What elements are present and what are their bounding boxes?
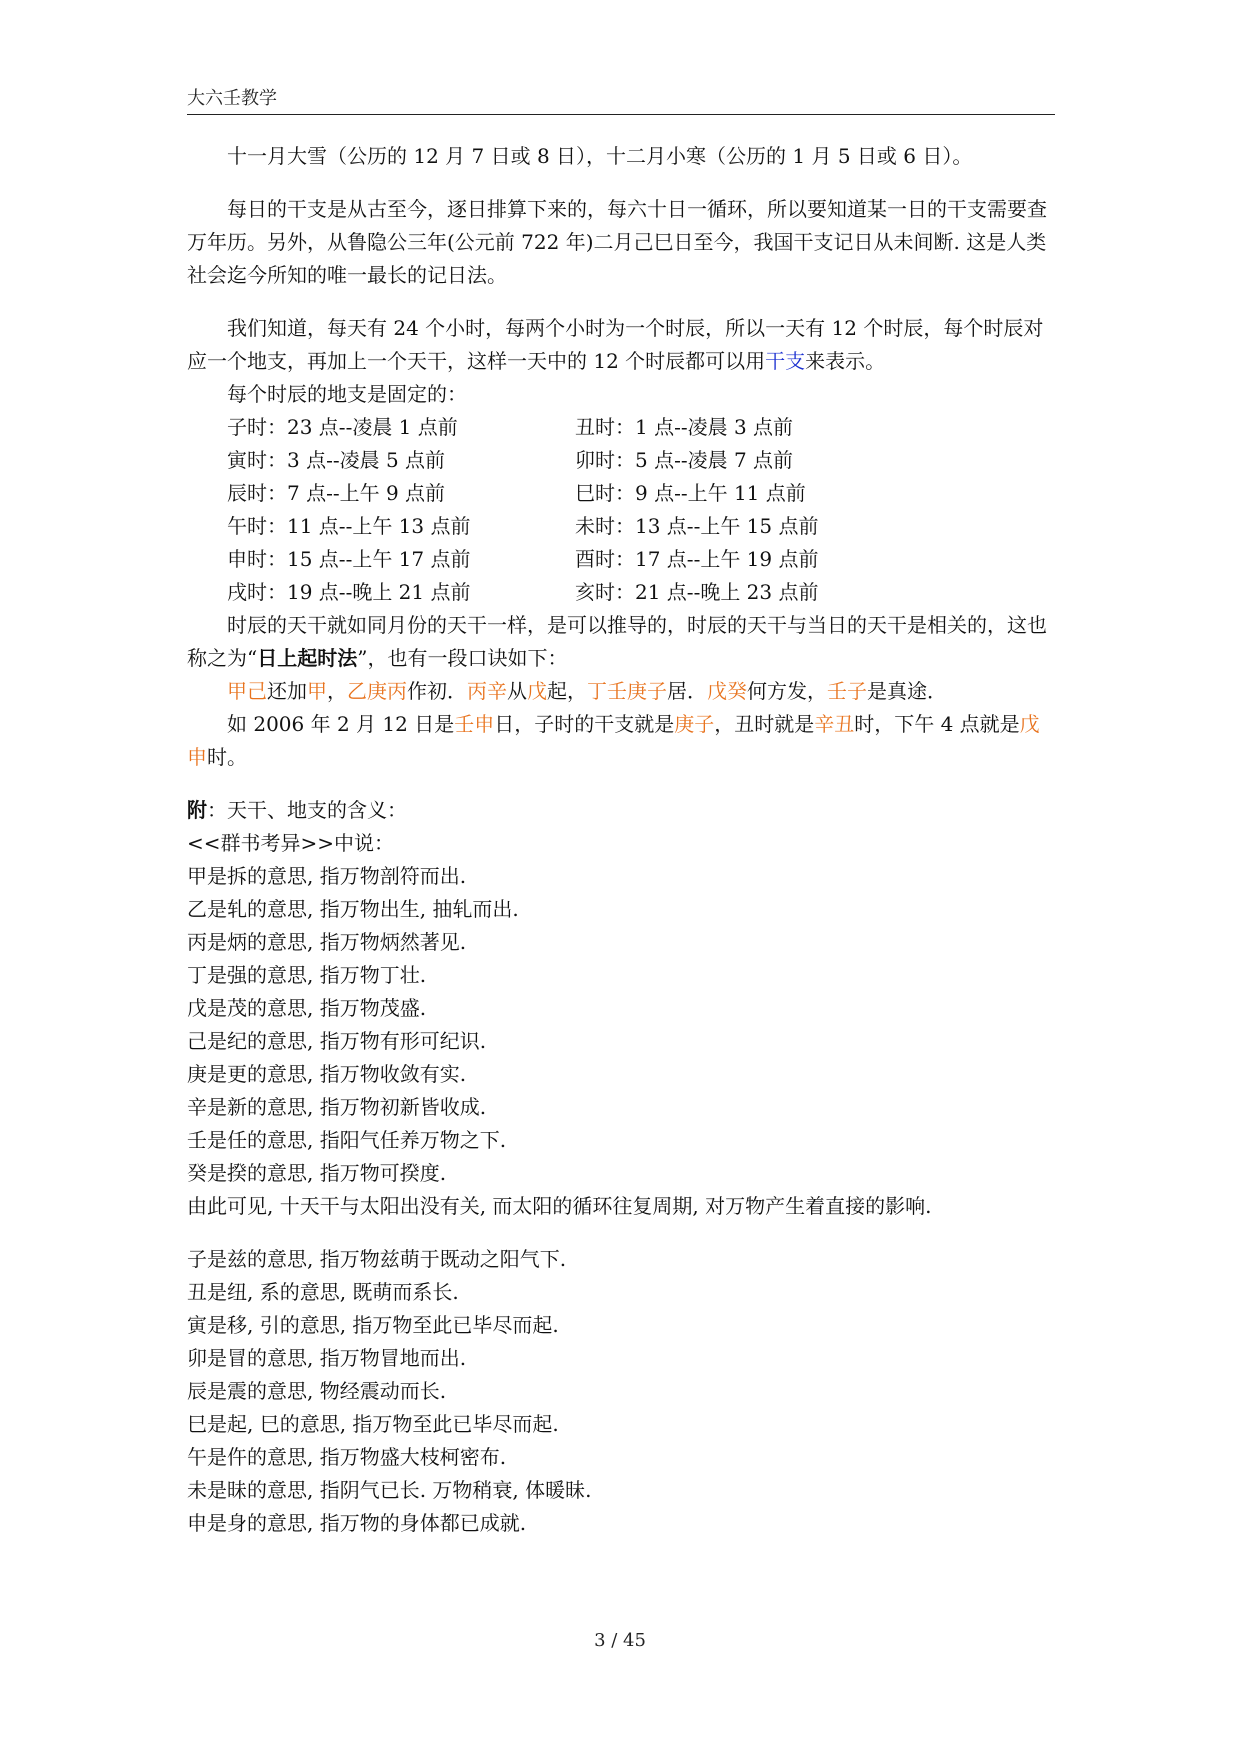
highlighted-term: 戊癸 (707, 679, 747, 703)
paragraph-hour-stems (187, 609, 1055, 675)
text-run: 时，下午 4 点就是 (854, 712, 1020, 736)
hour-cell: 巳时：9 点--上午 11 点前 (575, 481, 806, 505)
text-run: 从 (507, 679, 527, 703)
hour-cell: 亥时：21 点--晚上 23 点前 (575, 580, 819, 604)
text-run: 还加 (267, 679, 307, 703)
stem-meaning-line: 辛是新的意思, 指万物初新皆收成. (187, 1095, 487, 1119)
header-title: 大六壬教学 (187, 88, 277, 109)
hour-stems-text: 时辰的天干就如同月份的天干一样，是可以推导的，时辰的天干与当日的天干是相关的，这也称之为“ (187, 613, 1047, 670)
hour-row (227, 411, 1055, 444)
method-name: 日上起时法 (257, 646, 358, 670)
stem-meaning-line: 由此可见, 十天干与太阳出没有关, 而太阳的循环往复周期, 对万物产生着直接的影响. (187, 1194, 932, 1218)
hour-cell: 辰时：7 点--上午 9 点前 (227, 481, 446, 505)
hours-intro-tail: 来表示。 (805, 349, 886, 373)
hour-cell: 午时：11 点--上午 13 点前 (227, 514, 471, 538)
stem-meaning-line: 己是纪的意思, 指万物有形可纪识. (187, 1029, 487, 1053)
hour-cell: 申时：15 点--上午 17 点前 (227, 547, 471, 571)
paragraph-hours-intro (187, 312, 1055, 378)
hour-cell: 卯时：5 点--凌晨 7 点前 (575, 448, 794, 472)
highlighted-term: 辛丑 (814, 712, 855, 736)
branch-meaning-line: 丑是纽, 系的意思, 既萌而系长. (187, 1280, 459, 1304)
highlighted-term: 甲己 (227, 679, 267, 703)
hour-row (227, 477, 1055, 510)
stem-meaning-line: 庚是更的意思, 指万物收敛有实. (187, 1062, 467, 1086)
hour-cell: 子时：23 点--凌晨 1 点前 (227, 415, 458, 439)
highlighted-term: 乙庚 (347, 679, 387, 703)
branch-meaning-line: 午是仵的意思, 指万物盛大枝柯密布. (187, 1445, 507, 1469)
document-body (187, 140, 1055, 1540)
highlighted-term: 甲 (307, 679, 327, 703)
stem-meaning-line: 癸是揆的意思, 指万物可揆度. (187, 1161, 447, 1185)
ganzhi-link[interactable]: 干支 (765, 349, 806, 373)
highlighted-term: 丙辛 (467, 679, 507, 703)
appendix-label: 附 (187, 798, 207, 822)
page-header (187, 86, 1055, 115)
highlighted-term: 庚子 (627, 679, 667, 703)
text-run: 居． (667, 679, 707, 703)
branch-meaning-line: 辰是震的意思, 物经震动而长. (187, 1379, 447, 1403)
text-run: 何方发， (747, 679, 827, 703)
appendix-heading (187, 794, 1055, 827)
branch-meaning-line: 子是兹的意思, 指万物兹萌于既动之阳气下. (187, 1247, 567, 1271)
mnemonic-verse (187, 675, 1055, 708)
hours-intro-text: 我们知道，每天有 24 个小时，每两个小时为一个时辰，所以一天有 12 个时辰，每个时辰对应一个地支，再加上一个天干，这样一天中的 12 个时辰都可以用 (187, 316, 1044, 373)
hour-cell: 戌时：19 点--晚上 21 点前 (227, 580, 471, 604)
hour-cell: 酉时：17 点--上午 19 点前 (575, 547, 819, 571)
appendix-source: <<群书考异>>中说： (187, 831, 395, 855)
text-run: 是真途． (867, 679, 947, 703)
hour-row (227, 543, 1055, 576)
branch-meaning-line: 卯是冒的意思, 指万物冒地而出. (187, 1346, 467, 1370)
hour-row (227, 510, 1055, 543)
stem-meaning-line: 丙是炳的意思, 指万物炳然著见. (187, 930, 467, 954)
hour-table (187, 411, 1055, 609)
highlighted-term: 戊 (527, 679, 547, 703)
stem-meaning-line: 甲是拆的意思, 指万物剖符而出. (187, 864, 467, 888)
highlighted-term: 戊申 (187, 712, 1040, 769)
text-run: 时。 (207, 745, 247, 769)
stems-meanings (187, 860, 1055, 1223)
stem-meaning-line: 戊是茂的意思, 指万物茂盛. (187, 996, 427, 1020)
branch-meaning-line: 申是身的意思, 指万物的身体都已成就. (187, 1511, 527, 1535)
stem-meaning-line: 乙是轧的意思, 指万物出生, 抽轧而出. (187, 897, 519, 921)
paragraph-daily-ganzhi: 每日的干支是从古至今，逐日排算下来的，每六十日一循环，所以要知道某一日的干支需要查万年历。另外，从鲁隐公三年(公元前 722 年)二月己巳日至今，我国干支记日从未间断. 这是人类社会迄今所知的唯一最长的记日法。 (187, 197, 1047, 287)
branch-meaning-line: 寅是移, 引的意思, 指万物至此已毕尽而起. (187, 1313, 559, 1337)
page-number: 3 / 45 (594, 1630, 646, 1651)
text-run: 如 2006 年 2 月 12 日是 (227, 712, 455, 736)
hour-cell: 丑时：1 点--凌晨 3 点前 (575, 415, 794, 439)
highlighted-term: 庚子 (674, 712, 715, 736)
text-run: ，丑时就是 (714, 712, 815, 736)
appendix-title: ：天干、地支的含义： (207, 798, 407, 822)
hour-row (227, 444, 1055, 477)
branch-meaning-line: 巳是起, 巳的意思, 指万物至此已毕尽而起. (187, 1412, 559, 1436)
paragraph-fixed-branches: 每个时辰的地支是固定的： (227, 382, 467, 406)
paragraph-solar-terms: 十一月大雪（公历的 12 月 7 日或 8 日），十二月小寒（公历的 1 月 5 日或 6 日）。 (227, 144, 973, 168)
hour-cell: 未时：13 点--上午 15 点前 (575, 514, 819, 538)
highlighted-term: 丙 (387, 679, 407, 703)
text-run: ， (327, 679, 347, 703)
text-run: 作初． (407, 679, 467, 703)
hour-row (227, 576, 1055, 609)
highlighted-term: 壬子 (827, 679, 867, 703)
stem-meaning-line: 壬是任的意思, 指阳气任养万物之下. (187, 1128, 507, 1152)
paragraph-example (187, 708, 1055, 774)
branches-meanings (187, 1243, 1055, 1540)
highlighted-term: 丁壬 (587, 679, 627, 703)
hour-stems-tail: ”，也有一段口诀如下： (357, 646, 568, 670)
text-run: 起， (547, 679, 587, 703)
highlighted-term: 壬申 (454, 712, 495, 736)
branch-meaning-line: 未是昧的意思, 指阴气已长. 万物稍衰, 体暖昧. (187, 1478, 592, 1502)
stem-meaning-line: 丁是强的意思, 指万物丁壮. (187, 963, 427, 987)
hour-cell: 寅时：3 点--凌晨 5 点前 (227, 448, 446, 472)
text-run: 日，子时的干支就是 (494, 712, 675, 736)
